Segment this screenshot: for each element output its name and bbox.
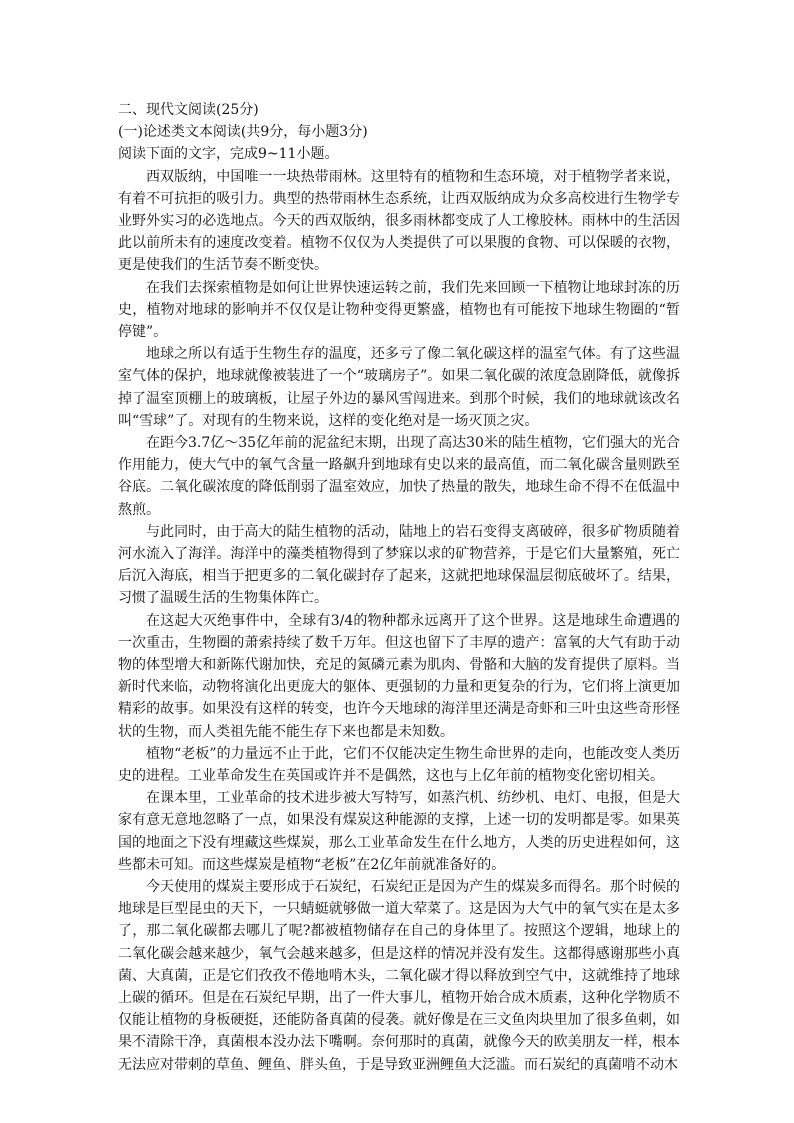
paragraph-6: 在这起大灭绝事件中，全球有3/4的物种都永远离开了这个世界。这是地球生命遭遇的一次重击，生物圈的萧索持续了数千万年。但这也留下了丰厚的遗产：富氧的大气有助于动物的体型增大和新陈代谢加快，充足的氮磷元素为肌肉、骨骼和大脑的发育提供了原料。当新时代来临，动物将演化出更庞大的躯体、更强韧的力量和更复杂的行为，它们将上演更加精彩的故事。如果没有这样的转变，也许今天地球的海洋里还满是奇虾和三叶虫这些奇形怪状的生物，而人类祖先能不能生存下来也都是未知数。 <box>118 612 680 740</box>
paragraph-1: 西双版纳，中国唯一一块热带雨林。这里特有的植物和生态环境，对于植物学者来说，有着不可抗拒的吸引力。典型的热带雨林生态系统，让西双版纳成为众多高校进行生物学专业野外实习的必选地点。今天的西双版纳，很多雨林都变成了人工橡胶林。雨林中的生活因此以前所未有的速度改变着。植物不仅仅为人类提供了可以果腹的食物、可以保暖的衣物，更是使我们的生活节奏不断变快。 <box>118 168 680 274</box>
paragraph-8: 在课本里，工业革命的技术进步被大写特写，如蒸汽机、纺纱机、电灯、电报，但是大家有意无意地忽略了一点，如果没有煤炭这种能源的支撑，上述一切的发明都是零。如果英国的地面之下没有埋藏这些煤炭，那么工业革命发生在什么地方，人类的历史进程如何，这些都未可知。而这些煤炭是植物“老板”在2亿年前就准备好的。 <box>118 790 680 873</box>
paragraph-3: 地球之所以有适于生物生存的温度，还多亏了像二氧化碳这样的温室气体。有了这些温室气体的保护，地球就像被装进了一个“玻璃房子”。如果二氧化碳的浓度急剧降低，就像拆掉了温室顶棚上的玻璃板，让屋子外边的暴风雪闯进来。到那个时候，我们的地球就该改名叫“雪球”了。对现有的生物来说，这样的变化绝对是一场灭顶之灾。 <box>118 346 680 429</box>
paragraph-5: 与此同时，由于高大的陆生植物的活动，陆地上的岩石变得支离破碎，很多矿物质随着河水流入了海洋。海洋中的藻类植物得到了梦寐以求的矿物营养，于是它们大量繁殖，死亡后沉入海底，相当于把更多的二氧化碳封存了起来，这就把地球保温层彻底破坏了。结果，习惯了温暖生活的生物集体阵亡。 <box>118 523 680 607</box>
paragraph-2: 在我们去探索植物是如何让世界快速运转之前，我们先来回顾一下植物让地球封冻的历史，植物对地球的影响并不仅仅是让物种变得更繁盛，植物也有可能按下地球生物圈的“暂停键”。 <box>118 279 680 340</box>
paragraph-4: 在距今3.7亿～35亿年前的泥盆纪末期，出现了高达30米的陆生植物，它们强大的光合作用能力，使大气中的氧气含量一路飙升到地球有史以来的最高值，而二氧化碳含量则跌至谷底。二氧化碳浓度的降低削弱了温室效应，加快了热量的散失，地球生命不得不在低温中熬煎。 <box>118 435 680 518</box>
section-title: 二、现代文阅读(25分) <box>118 102 259 118</box>
question-header <box>118 99 680 166</box>
document-page <box>118 99 680 1076</box>
subsection-title: (一)论述类文本阅读(共9分，每小题3分) <box>118 124 368 141</box>
reading-instruction: 阅读下面的文字，完成9~11小题。 <box>118 146 339 163</box>
article-body <box>118 166 680 1076</box>
paragraph-9: 今天使用的煤炭主要形成于石炭纪，石炭纪正是因为产生的煤炭多而得名。那个时候的地球是巨型昆虫的天下，一只蜻蜓就够做一道大荤菜了。这是因为大气中的氧气实在是太多了，那二氧化碳都去哪儿了呢?都被植物储存在自己的身体里了。按照这个逻辑，地球上的二氧化碳会越来越少，氧气会越来越多，但是这样的情况并没有发生。这都得感谢那些小真菌、大真菌，正是它们孜孜不倦地啃木头，二氧化碳才得以释放到空气中，这就维持了地球上碳的循环。但是在石炭纪早期，出了一件大事儿，植物开始合成木质素，这种化学物质不仅能让植物的身板硬挺，还能防备真菌的侵袭。就好像是在三文鱼肉块里加了很多鱼刺，如果不清除干净，真菌根本没办法下嘴啊。奈何那时的真菌，就像今天的欧美朋友一样，根本无法应对带刺的草鱼、鲤鱼、胖头鱼，于是导致亚洲鲤鱼大泛滥。而石炭纪的真菌啃不动木 <box>118 879 680 1073</box>
paragraph-7: 植物“老板”的力量远不止于此，它们不仅能决定生物生命世界的走向，也能改变人类历史的进程。工业革命发生在英国或许并不是偶然，这也与上亿年前的植物变化密切相关。 <box>118 745 680 785</box>
